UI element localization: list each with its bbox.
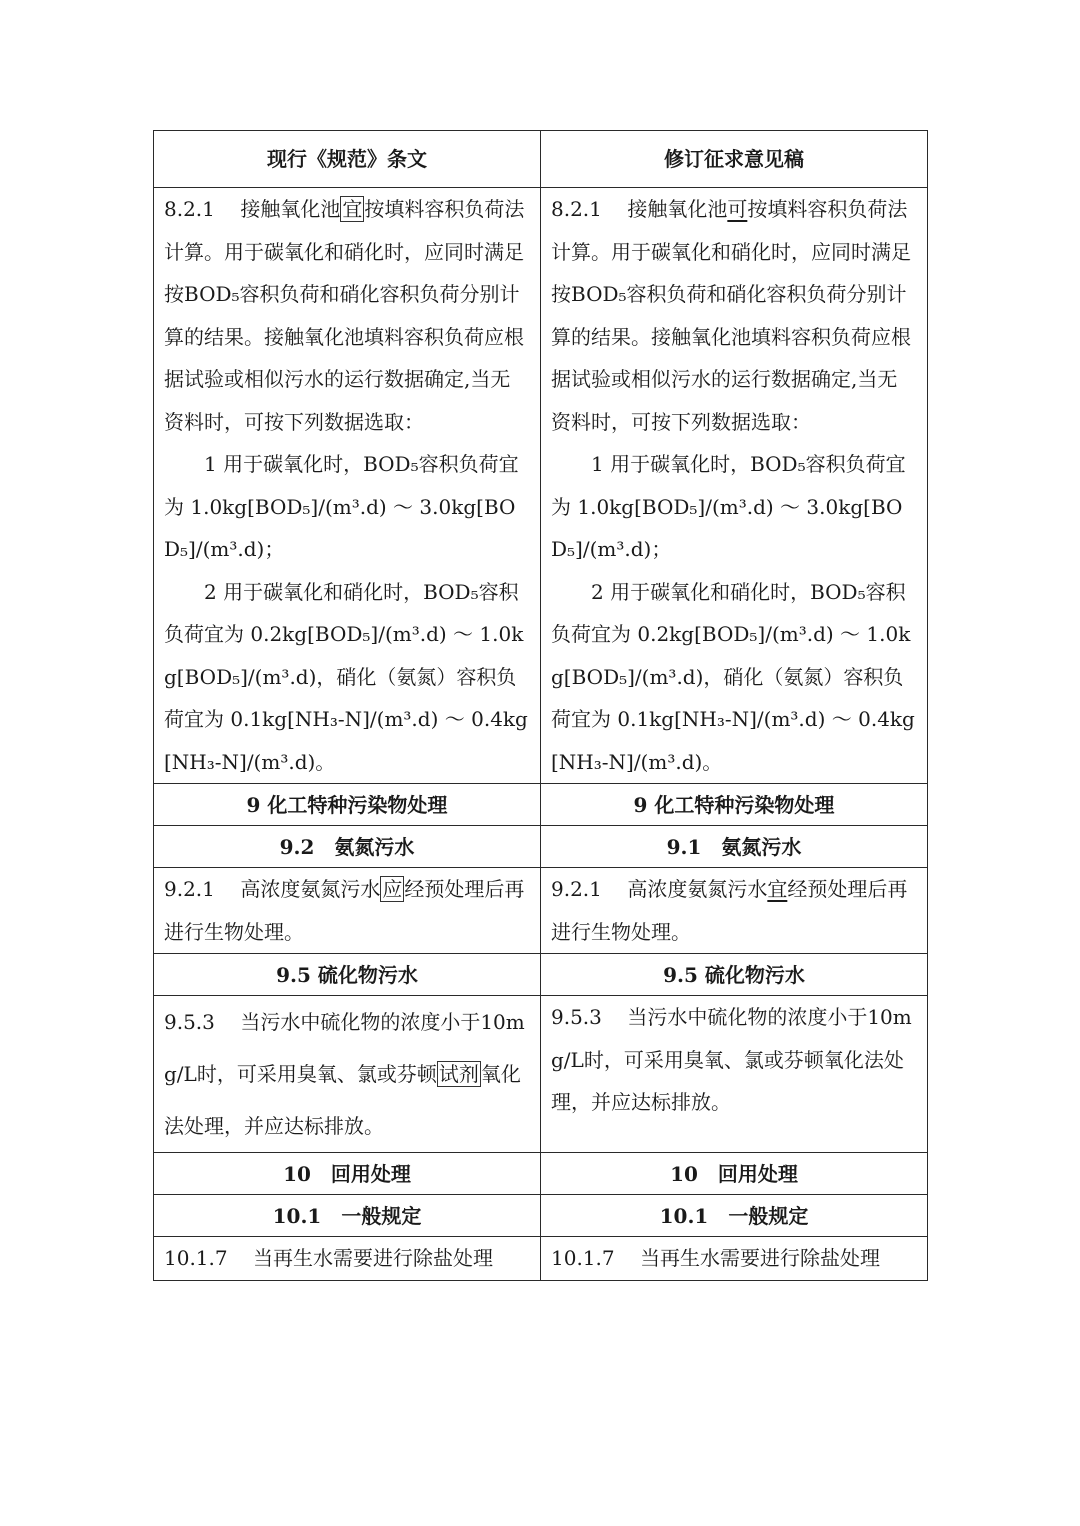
- section-10-1-revised: 10.1 一般规定: [541, 1195, 928, 1237]
- changed-word-box: 应: [382, 877, 403, 901]
- section-ammonia-row: [154, 826, 928, 868]
- header-revised: 修订征求意见稿: [541, 131, 928, 188]
- clause-number: 8.2.1: [551, 197, 602, 221]
- clause-9-2-1-current: [154, 868, 541, 954]
- section-sulfide-revised: 9.5 硫化物污水: [541, 954, 928, 996]
- changed-word-box: 试剂: [438, 1062, 479, 1086]
- clause-9-2-1-revised: [541, 868, 928, 954]
- changed-word-underline: 宜: [767, 877, 788, 901]
- clause-9-5-3-current: [154, 996, 541, 1153]
- clause-8-2-1-revised: [541, 188, 928, 784]
- clause-text-post: 经预处理后再进行生物处理。: [551, 877, 908, 944]
- section-9-row: [154, 784, 928, 826]
- clause-8-2-1-row: [154, 188, 928, 784]
- clause-text-pre: 接触氧化池: [627, 197, 728, 221]
- header-current: 现行《规范》条文: [154, 131, 541, 188]
- header-row: [154, 131, 928, 188]
- item-2: 2 用于碳氧化和硝化时，BOD₅容积负荷宜为 0.2kg[BOD₅]/(m³.d) ～ 1.0kg[BOD₅]/(m³.d)，硝化（氨氮）容积负荷宜为 0.1kg[NH₃-N]/(m³.d) ～ 0.4kg[NH₃-N]/(m³.d)。: [164, 579, 528, 774]
- item-1: 1 用于碳氧化时，BOD₅容积负荷宜为 1.0kg[BOD₅]/(m³.d) ～ 3.0kg[BOD₅]/(m³.d)；: [551, 452, 906, 561]
- clause-text-post: 氧化法处理，并应达标排放。: [164, 1062, 521, 1138]
- clause-9-5-3-row: [154, 996, 928, 1153]
- section-ammonia-revised: 9.1 氨氮污水: [541, 826, 928, 868]
- clause-text-pre: 高浓度氨氮污水: [240, 877, 381, 901]
- section-10-revised: 10 回用处理: [541, 1153, 928, 1195]
- clause-8-2-1-current: [154, 188, 541, 784]
- changed-word-box: 宜: [342, 197, 363, 221]
- item-1: 1 用于碳氧化时，BOD₅容积负荷宜为 1.0kg[BOD₅]/(m³.d) ～ 3.0kg[BOD₅]/(m³.d)；: [164, 452, 519, 561]
- clause-text: 当再生水需要进行除盐处理: [640, 1246, 881, 1270]
- clause-text-pre: 接触氧化池: [240, 197, 341, 221]
- changed-word-underline: 可: [727, 197, 748, 221]
- clause-text-post: 经预处理后再进行生物处理。: [164, 877, 525, 944]
- comparison-table: [153, 130, 928, 1281]
- clause-9-2-1-row: [154, 868, 928, 954]
- clause-10-1-7-current: [154, 1237, 541, 1281]
- section-9-revised: 9 化工特种污染物处理: [541, 784, 928, 826]
- section-10-1-row: [154, 1195, 928, 1237]
- clause-text-pre: 高浓度氨氮污水: [627, 877, 768, 901]
- section-10-1-current: 10.1 一般规定: [154, 1195, 541, 1237]
- clause-text: 当再生水需要进行除盐处理: [253, 1246, 494, 1270]
- section-sulfide-current: 9.5 硫化物污水: [154, 954, 541, 996]
- clause-number: 9.2.1: [551, 877, 602, 901]
- clause-text-pre: 当污水中硫化物的浓度小于10mg/L时，可采用臭氧、氯或芬顿: [164, 1010, 525, 1086]
- clause-number: 10.1.7: [164, 1246, 228, 1270]
- item-2: 2 用于碳氧化和硝化时，BOD₅容积负荷宜为 0.2kg[BOD₅]/(m³.d) ～ 1.0kg[BOD₅]/(m³.d)，硝化（氨氮）容积负荷宜为 0.1kg[NH₃-N]/(m³.d) ～ 0.4kg[NH₃-N]/(m³.d)。: [551, 579, 915, 774]
- section-9-current: 9 化工特种污染物处理: [154, 784, 541, 826]
- clause-10-1-7-revised: [541, 1237, 928, 1281]
- clause-number: 8.2.1: [164, 197, 215, 221]
- clause-number: 9.5.3: [551, 1005, 602, 1029]
- section-ammonia-current: 9.2 氨氮污水: [154, 826, 541, 868]
- clause-number: 9.2.1: [164, 877, 215, 901]
- clause-number: 10.1.7: [551, 1246, 615, 1270]
- clause-9-5-3-revised: [541, 996, 928, 1153]
- section-10-current: 10 回用处理: [154, 1153, 541, 1195]
- clause-number: 9.5.3: [164, 1010, 215, 1034]
- clause-10-1-7-row: [154, 1237, 928, 1281]
- section-10-row: [154, 1153, 928, 1195]
- section-sulfide-row: [154, 954, 928, 996]
- clause-text-post: 按填料容积负荷法计算。用于碳氧化和硝化时，应同时满足按BOD₅容积负荷和硝化容积负荷分别计算的结果。接触氧化池填料容积负荷应根据试验或相似污水的运行数据确定,当无资料时，可按下列数据选取：: [551, 197, 911, 434]
- clause-text: 当污水中硫化物的浓度小于10mg/L时，可采用臭氧、氯或芬顿氧化法处理，并应达标排放。: [551, 1005, 912, 1114]
- clause-text-post: 按填料容积负荷法计算。用于碳氧化和硝化时，应同时满足按BOD₅容积负荷和硝化容积负荷分别计算的结果。接触氧化池填料容积负荷应根据试验或相似污水的运行数据确定,当无资料时，可按下列数据选取：: [164, 197, 525, 434]
